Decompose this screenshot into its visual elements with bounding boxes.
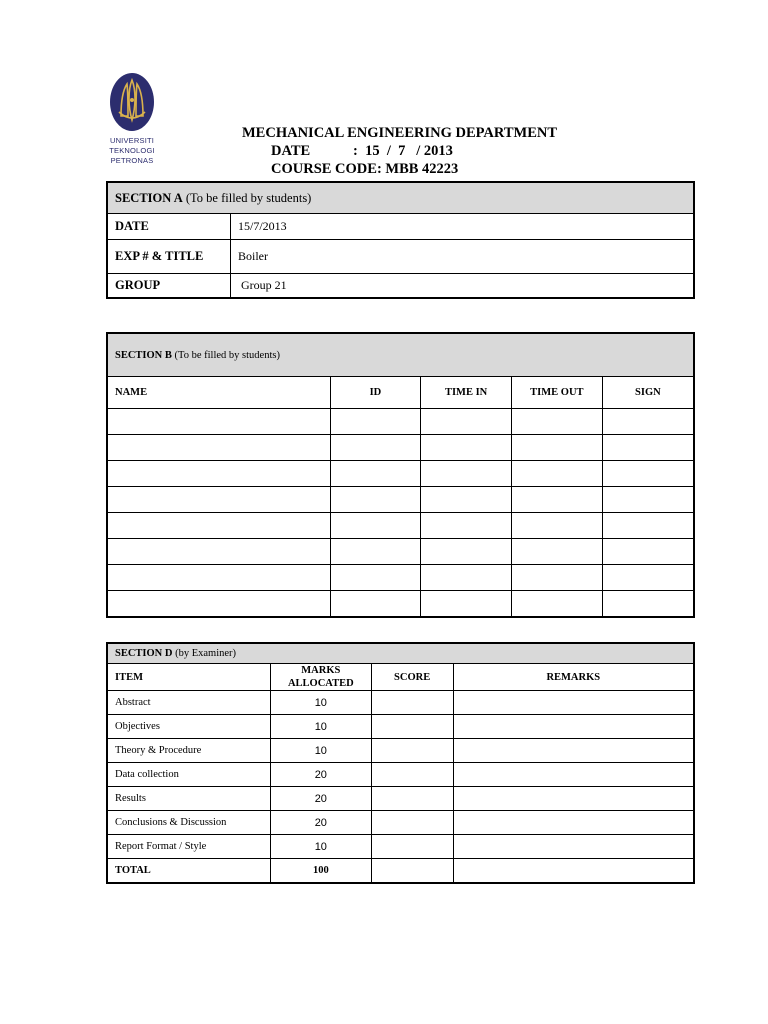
column-header-id: ID bbox=[330, 377, 421, 409]
marks-allocated: 10 bbox=[270, 715, 371, 739]
time-in-cell[interactable] bbox=[421, 461, 512, 487]
section-d-rows bbox=[107, 691, 694, 859]
total-marks: 100 bbox=[270, 859, 371, 884]
marks-header-line: ALLOCATED bbox=[287, 678, 354, 689]
remarks-cell[interactable] bbox=[453, 763, 694, 787]
score-cell[interactable] bbox=[371, 739, 453, 763]
total-score-cell[interactable] bbox=[371, 859, 453, 884]
section-d-header bbox=[107, 643, 694, 664]
item-label: Data collection bbox=[107, 763, 270, 787]
date-value: 15/7/2013 bbox=[231, 214, 695, 240]
marks-allocated: 20 bbox=[270, 811, 371, 835]
sign-cell[interactable] bbox=[602, 487, 694, 513]
course-code: COURSE CODE: MBB 42223 bbox=[271, 161, 459, 177]
remarks-cell[interactable] bbox=[453, 835, 694, 859]
assessment-row bbox=[107, 739, 694, 763]
time-in-cell[interactable] bbox=[421, 487, 512, 513]
item-label: Objectives bbox=[107, 715, 270, 739]
time-out-cell[interactable] bbox=[511, 591, 602, 618]
university-name-line: PETRONAS bbox=[110, 156, 154, 165]
sign-cell[interactable] bbox=[602, 435, 694, 461]
university-name-line: UNIVERSITI bbox=[109, 136, 155, 145]
section-a-table bbox=[106, 181, 695, 299]
score-cell[interactable] bbox=[371, 691, 453, 715]
section-a-subtitle: (To be filled by students) bbox=[185, 190, 312, 205]
sign-cell[interactable] bbox=[602, 539, 694, 565]
utp-seal-icon bbox=[109, 72, 155, 132]
group-label: GROUP bbox=[107, 274, 231, 298]
department-title: MECHANICAL ENGINEERING DEPARTMENT bbox=[242, 125, 558, 141]
marks-allocated: 10 bbox=[270, 739, 371, 763]
university-name bbox=[106, 136, 158, 166]
time-out-cell[interactable] bbox=[511, 565, 602, 591]
time-out-cell[interactable] bbox=[511, 539, 602, 565]
student-row bbox=[107, 409, 694, 435]
time-out-cell[interactable] bbox=[511, 461, 602, 487]
student-row bbox=[107, 565, 694, 591]
item-label: Conclusions & Discussion bbox=[107, 811, 270, 835]
sign-cell[interactable] bbox=[602, 565, 694, 591]
sign-cell[interactable] bbox=[602, 513, 694, 539]
id-cell[interactable] bbox=[330, 565, 421, 591]
marks-allocated: 20 bbox=[270, 763, 371, 787]
total-remarks-cell[interactable] bbox=[453, 859, 694, 884]
section-d-subtitle: (by Examiner) bbox=[175, 648, 237, 659]
id-cell[interactable] bbox=[330, 409, 421, 435]
assessment-row bbox=[107, 787, 694, 811]
id-cell[interactable] bbox=[330, 539, 421, 565]
score-cell[interactable] bbox=[371, 835, 453, 859]
student-row bbox=[107, 487, 694, 513]
header-date-label: DATE bbox=[271, 143, 311, 159]
name-cell[interactable] bbox=[107, 461, 330, 487]
score-cell[interactable] bbox=[371, 763, 453, 787]
time-in-cell[interactable] bbox=[421, 565, 512, 591]
sign-cell[interactable] bbox=[602, 409, 694, 435]
sign-cell[interactable] bbox=[602, 591, 694, 618]
name-cell[interactable] bbox=[107, 591, 330, 618]
header-date-row bbox=[242, 142, 557, 160]
section-d-title: SECTION D bbox=[115, 648, 173, 659]
id-cell[interactable] bbox=[330, 513, 421, 539]
assessment-row bbox=[107, 811, 694, 835]
column-header-time-out: TIME OUT bbox=[511, 377, 602, 409]
name-cell[interactable] bbox=[107, 539, 330, 565]
marks-allocated: 10 bbox=[270, 835, 371, 859]
item-label: Results bbox=[107, 787, 270, 811]
id-cell[interactable] bbox=[330, 461, 421, 487]
column-header-score: SCORE bbox=[371, 664, 453, 691]
name-cell[interactable] bbox=[107, 565, 330, 591]
student-row bbox=[107, 513, 694, 539]
assessment-row bbox=[107, 835, 694, 859]
column-header-time-in: TIME IN bbox=[421, 377, 512, 409]
column-header-marks-allocated bbox=[270, 664, 371, 691]
remarks-cell[interactable] bbox=[453, 787, 694, 811]
header-date-value: : 15 / 7 / 2013 bbox=[353, 143, 453, 159]
marks-allocated: 20 bbox=[270, 787, 371, 811]
exp-title-value: Boiler bbox=[231, 240, 695, 274]
assessment-row bbox=[107, 691, 694, 715]
id-cell[interactable] bbox=[330, 435, 421, 461]
student-row bbox=[107, 539, 694, 565]
column-header-item: ITEM bbox=[107, 664, 270, 691]
time-out-cell[interactable] bbox=[511, 513, 602, 539]
remarks-cell[interactable] bbox=[453, 691, 694, 715]
exp-title-label: EXP # & TITLE bbox=[107, 240, 231, 274]
time-out-cell[interactable] bbox=[511, 435, 602, 461]
section-a-title: SECTION A bbox=[115, 190, 183, 205]
university-name-line: TEKNOLOGI bbox=[109, 146, 155, 155]
time-out-cell[interactable] bbox=[511, 487, 602, 513]
remarks-cell[interactable] bbox=[453, 739, 694, 763]
time-out-cell[interactable] bbox=[511, 409, 602, 435]
assessment-row bbox=[107, 763, 694, 787]
time-in-cell[interactable] bbox=[421, 539, 512, 565]
column-header-remarks: REMARKS bbox=[453, 664, 694, 691]
id-cell[interactable] bbox=[330, 487, 421, 513]
score-cell[interactable] bbox=[371, 787, 453, 811]
time-in-cell[interactable] bbox=[421, 591, 512, 618]
total-label: TOTAL bbox=[107, 859, 270, 884]
column-header-sign: SIGN bbox=[602, 377, 694, 409]
sign-cell[interactable] bbox=[602, 461, 694, 487]
date-label: DATE bbox=[107, 214, 231, 240]
marks-header-line: MARKS bbox=[301, 665, 341, 676]
item-label: Abstract bbox=[107, 691, 270, 715]
item-label: Theory & Procedure bbox=[107, 739, 270, 763]
id-cell[interactable] bbox=[330, 591, 421, 618]
university-logo bbox=[106, 72, 158, 168]
time-in-cell[interactable] bbox=[421, 409, 512, 435]
time-in-cell[interactable] bbox=[421, 513, 512, 539]
student-row bbox=[107, 591, 694, 618]
time-in-cell[interactable] bbox=[421, 435, 512, 461]
section-b-rows bbox=[107, 409, 694, 618]
score-cell[interactable] bbox=[371, 811, 453, 835]
section-d-table bbox=[106, 642, 695, 884]
name-cell[interactable] bbox=[107, 513, 330, 539]
group-value: Group 21 bbox=[231, 274, 695, 298]
document-header bbox=[242, 124, 557, 178]
section-b-title: SECTION B bbox=[115, 349, 172, 361]
section-b-table bbox=[106, 332, 695, 618]
marks-allocated: 10 bbox=[270, 691, 371, 715]
assessment-row bbox=[107, 715, 694, 739]
student-row bbox=[107, 461, 694, 487]
student-row bbox=[107, 435, 694, 461]
name-cell[interactable] bbox=[107, 435, 330, 461]
remarks-cell[interactable] bbox=[453, 715, 694, 739]
item-label: Report Format / Style bbox=[107, 835, 270, 859]
section-b-header bbox=[107, 333, 694, 377]
remarks-cell[interactable] bbox=[453, 811, 694, 835]
score-cell[interactable] bbox=[371, 715, 453, 739]
column-header-name: NAME bbox=[107, 377, 330, 409]
section-b-subtitle: (To be filled by students) bbox=[174, 349, 280, 361]
section-a-header bbox=[107, 182, 694, 214]
name-cell[interactable] bbox=[107, 409, 330, 435]
name-cell[interactable] bbox=[107, 487, 330, 513]
